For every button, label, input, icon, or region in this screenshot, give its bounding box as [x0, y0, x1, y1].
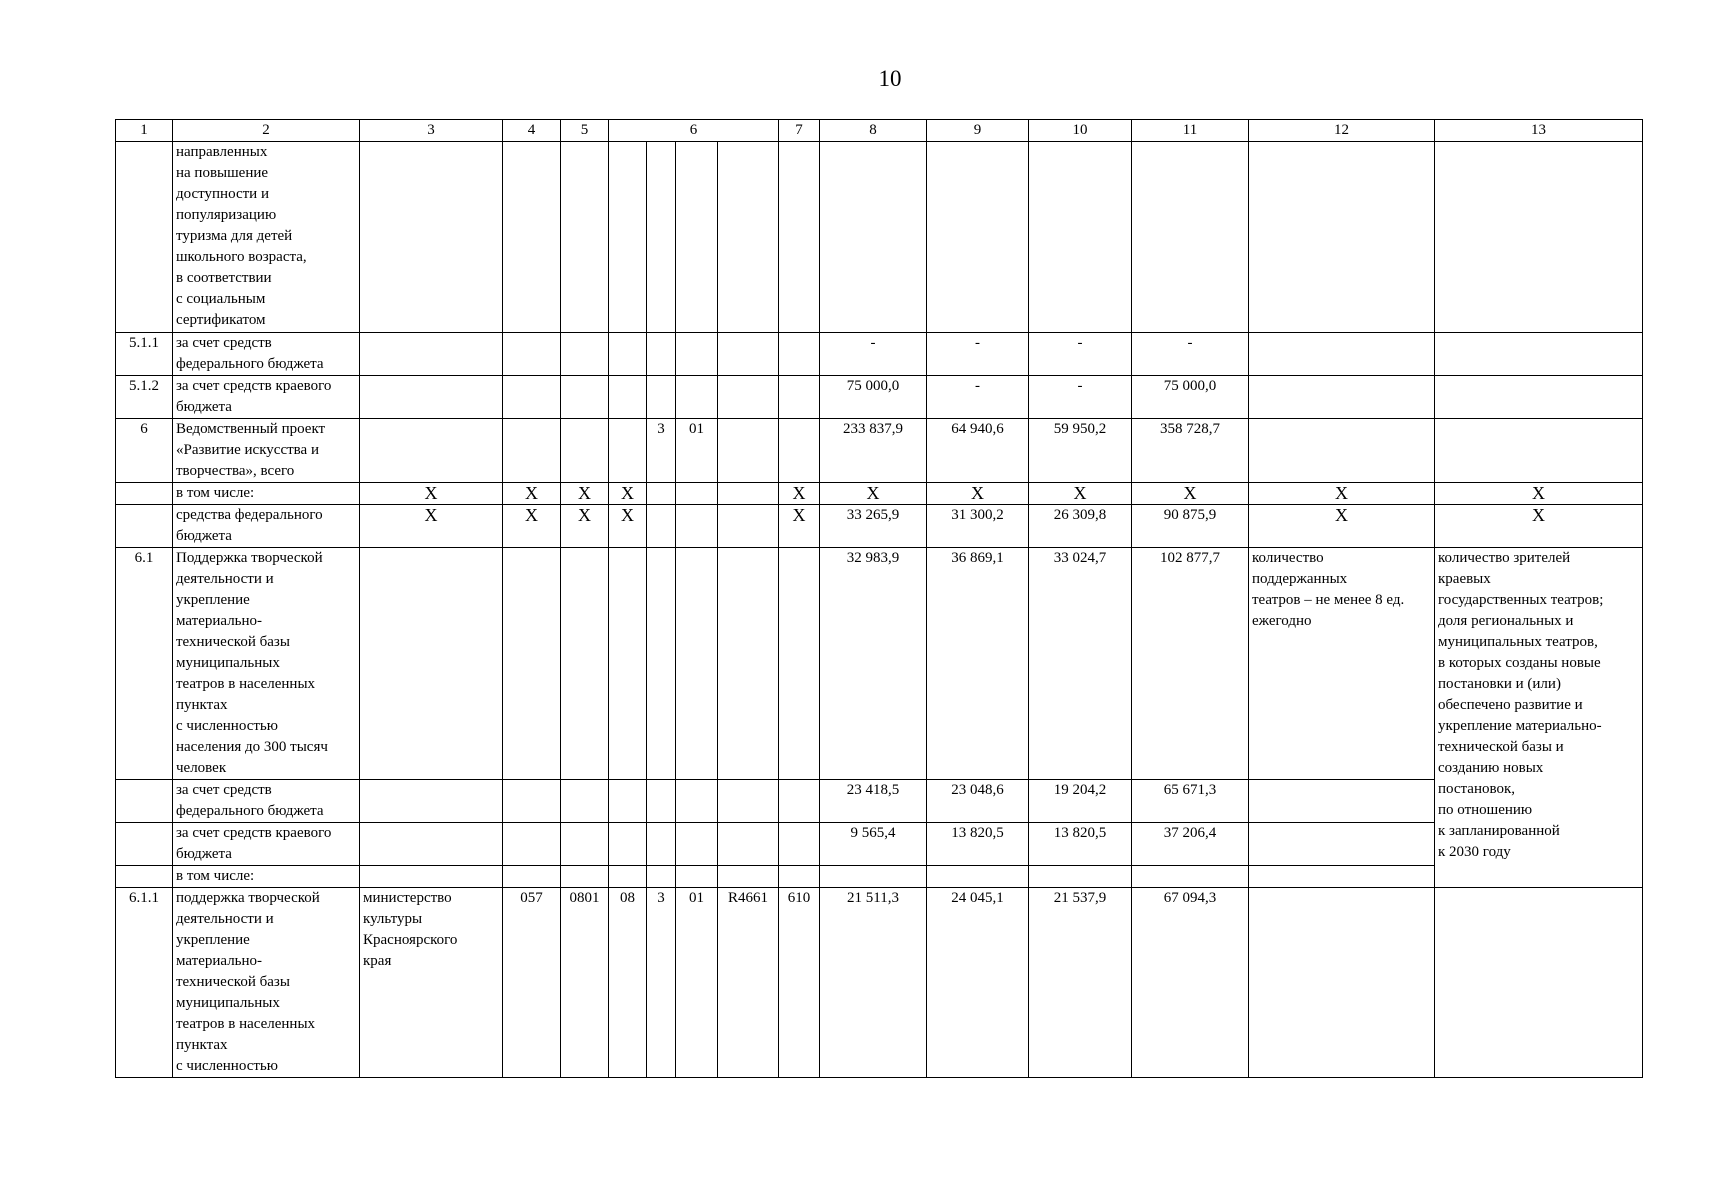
col-header-12: 12	[1249, 120, 1435, 142]
x-mark: X	[779, 483, 820, 505]
x-mark: X	[561, 483, 609, 505]
header-row	[116, 120, 1643, 142]
value-col10: 59 950,2	[1029, 419, 1132, 483]
x-mark: X	[1249, 483, 1435, 505]
row-name: за счет средств федерального бюджета	[173, 780, 360, 823]
value-col8: 32 983,9	[820, 548, 927, 780]
value-col8: 233 837,9	[820, 419, 927, 483]
row-name: направленных на повышение доступности и популяризацию туризма для детей школьного возраста, в соответствии с социальным сертификатом	[173, 142, 360, 333]
value-col11: 65 671,3	[1132, 780, 1249, 823]
budget-table	[115, 119, 1643, 1078]
value-col11: 358 728,7	[1132, 419, 1249, 483]
x-mark: X	[820, 483, 927, 505]
code-6b: 3	[647, 888, 676, 1078]
value-col10: 33 024,7	[1029, 548, 1132, 780]
code-6b: 3	[647, 419, 676, 483]
value-col10: 21 537,9	[1029, 888, 1132, 1078]
value-col9: 31 300,2	[927, 505, 1029, 548]
table-row	[116, 548, 1643, 780]
page-number: 10	[878, 66, 902, 91]
col-header-3: 3	[360, 120, 503, 142]
value-col9: 13 820,5	[927, 823, 1029, 866]
value-col9: 23 048,6	[927, 780, 1029, 823]
col-header-8: 8	[820, 120, 927, 142]
col-header-6: 6	[609, 120, 779, 142]
x-mark: X	[1132, 483, 1249, 505]
table-row	[116, 780, 1643, 823]
x-mark: X	[503, 505, 561, 548]
col-header-9: 9	[927, 120, 1029, 142]
x-mark: X	[503, 483, 561, 505]
x-mark: X	[1249, 505, 1435, 548]
value-col8: 75 000,0	[820, 376, 927, 419]
x-mark: X	[561, 505, 609, 548]
col-header-5: 5	[561, 120, 609, 142]
row-name: за счет средств краевого бюджета	[173, 376, 360, 419]
value-col11: 37 206,4	[1132, 823, 1249, 866]
table-row	[116, 505, 1643, 548]
value-col8: 33 265,9	[820, 505, 927, 548]
x-mark: X	[609, 483, 647, 505]
value-col9: -	[927, 376, 1029, 419]
value-col9: 36 869,1	[927, 548, 1029, 780]
value-col10: 13 820,5	[1029, 823, 1132, 866]
table-row	[116, 376, 1643, 419]
x-mark: X	[360, 483, 503, 505]
x-mark: X	[779, 505, 820, 548]
value-col10: 26 309,8	[1029, 505, 1132, 548]
value-col11: 67 094,3	[1132, 888, 1249, 1078]
x-mark: X	[1435, 483, 1643, 505]
row-code: 6	[116, 419, 173, 483]
code-6a: 08	[609, 888, 647, 1078]
x-mark: X	[609, 505, 647, 548]
value-col11: 90 875,9	[1132, 505, 1249, 548]
row-name: поддержка творческой деятельности и укрепление материально- технической базы муниципальных театров в населенных пунктах с численностью	[173, 888, 360, 1078]
table-row	[116, 333, 1643, 376]
value-col9: 64 940,6	[927, 419, 1029, 483]
table-row	[116, 142, 1643, 333]
table-row	[116, 866, 1643, 888]
row-code: 5.1.2	[116, 376, 173, 419]
x-mark: X	[927, 483, 1029, 505]
responsible-executor: министерство культуры Красноярского края	[360, 888, 503, 1078]
row-name: за счет средств краевого бюджета	[173, 823, 360, 866]
col-header-4: 4	[503, 120, 561, 142]
table-row	[116, 483, 1643, 505]
value-col9: -	[927, 333, 1029, 376]
col-header-1: 1	[116, 120, 173, 142]
row-name: за счет средств федерального бюджета	[173, 333, 360, 376]
col-header-13: 13	[1435, 120, 1643, 142]
value-col8: 9 565,4	[820, 823, 927, 866]
row-name: в том числе:	[173, 483, 360, 505]
value-col10: -	[1029, 333, 1132, 376]
row-code: 5.1.1	[116, 333, 173, 376]
row-name: средства федерального бюджета	[173, 505, 360, 548]
col-header-10: 10	[1029, 120, 1132, 142]
code-col5: 0801	[561, 888, 609, 1078]
value-col8: 21 511,3	[820, 888, 927, 1078]
table-row	[116, 823, 1643, 866]
value-col11: -	[1132, 333, 1249, 376]
code-6c: 01	[676, 888, 718, 1078]
col-header-2: 2	[173, 120, 360, 142]
result-indicator: количество поддержанных театров – не менее 8 ед. ежегодно	[1249, 548, 1435, 780]
code-col4: 057	[503, 888, 561, 1078]
value-col11: 102 877,7	[1132, 548, 1249, 780]
target-indicator: количество зрителей краевых государственных театров; доля региональных и муниципальных театров, в которых созданы новые постановки и (или) обеспечено развитие и укрепление материально- технической базы и созданию новых постановок, по отношению к запланированной к 2030 году	[1435, 548, 1643, 888]
row-name: Поддержка творческой деятельности и укрепление материально- технической базы муниципальных театров в населенных пунктах с численностью населения до 300 тысяч человек	[173, 548, 360, 780]
row-code: 6.1	[116, 548, 173, 780]
value-col10: 19 204,2	[1029, 780, 1132, 823]
value-col8: -	[820, 333, 927, 376]
code-col7: 610	[779, 888, 820, 1078]
code-6c: 01	[676, 419, 718, 483]
value-col9: 24 045,1	[927, 888, 1029, 1078]
value-col8: 23 418,5	[820, 780, 927, 823]
x-mark: X	[1029, 483, 1132, 505]
col-header-7: 7	[779, 120, 820, 142]
row-code: 6.1.1	[116, 888, 173, 1078]
table-row	[116, 888, 1643, 1078]
col-header-11: 11	[1132, 120, 1249, 142]
x-mark: X	[1435, 505, 1643, 548]
value-col10: -	[1029, 376, 1132, 419]
code-6d: R4661	[718, 888, 779, 1078]
row-name: Ведомственный проект «Развитие искусства и творчества», всего	[173, 419, 360, 483]
value-col11: 75 000,0	[1132, 376, 1249, 419]
row-name: в том числе:	[173, 866, 360, 888]
x-mark: X	[360, 505, 503, 548]
table-row	[116, 419, 1643, 483]
